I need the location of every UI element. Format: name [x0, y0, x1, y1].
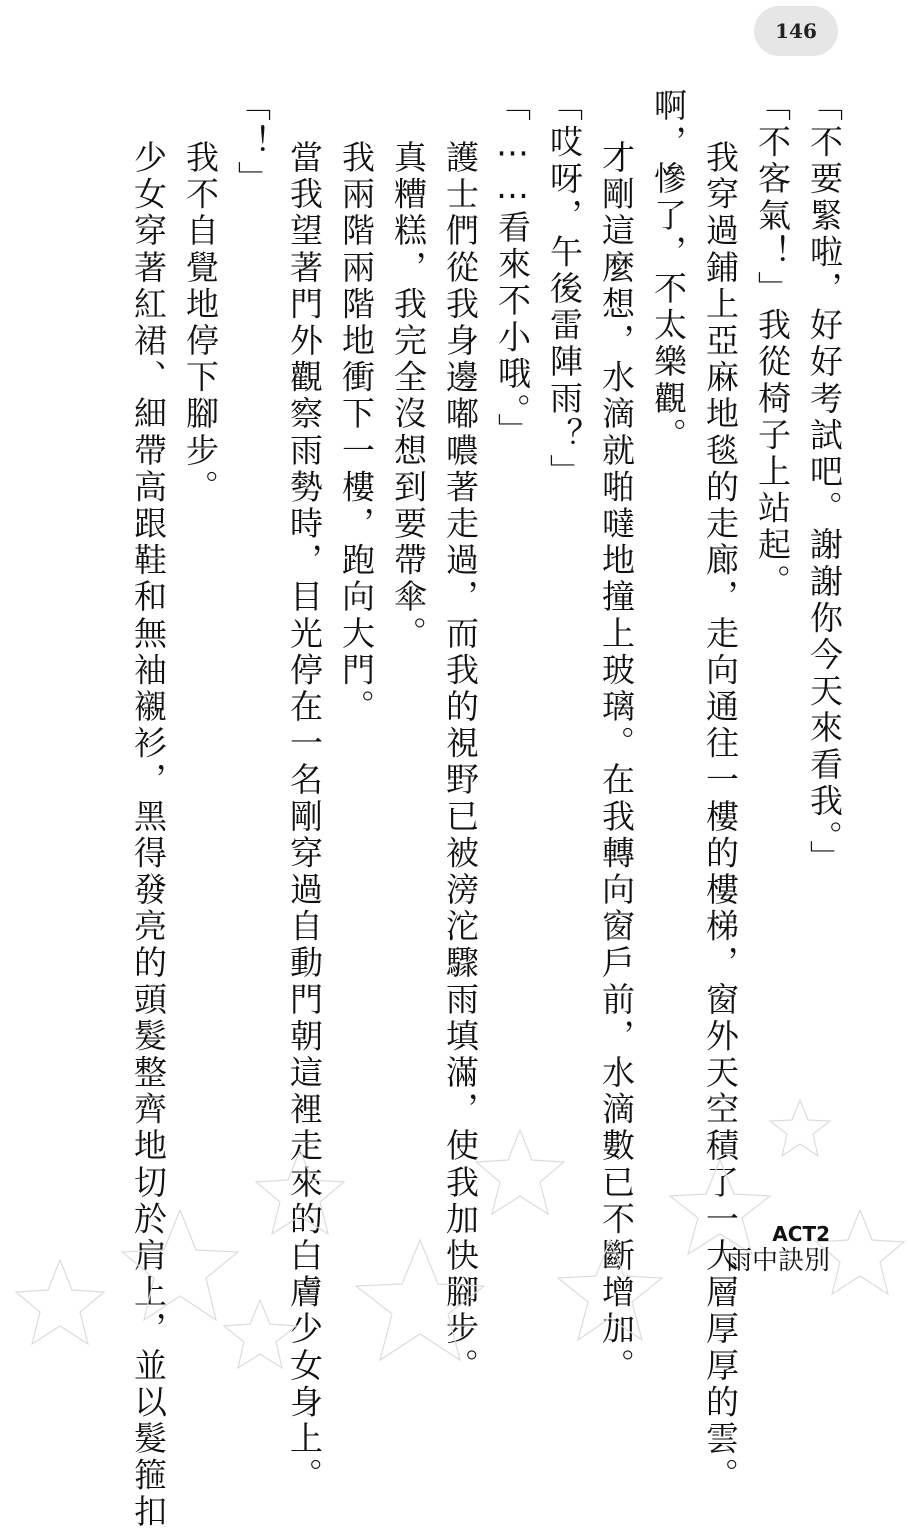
text-line: 啊，慘了，不太樂觀。	[649, 88, 688, 454]
text-line: 我不自覺地停下腳步。	[181, 140, 220, 506]
text-line: 我穿過鋪上亞麻地毯的走廊，走向通往一樓的樓梯，窗外天空積了一大層厚厚的雲。	[701, 140, 740, 1495]
text-line: 才剛這麼想，水滴就啪噠地撞上玻璃。在我轉向窗戶前，水滴數已不斷增加。	[597, 140, 636, 1385]
star-icon	[122, 1210, 238, 1320]
star-icon	[476, 1130, 564, 1214]
text-line: 少女穿著紅裙、細帶高跟鞋和無袖襯衫，黑得發亮的頭髮整齊地切於肩上，並以髮箍扣	[129, 140, 168, 1531]
text-line: 當我望著門外觀察雨勢時，目光停在一名剛穿過自動門朝這裡走來的白膚少女身上。	[285, 140, 324, 1495]
text-line: 「不要緊啦，好好考試吧。謝謝你今天來看我。」	[805, 88, 844, 877]
star-icon	[770, 1100, 830, 1156]
page-number: 146	[775, 19, 817, 43]
text-line: 真糟糕，我完全沒想到要帶傘。	[389, 140, 428, 653]
text-line: 護士們從我身邊嘟噥著走過，而我的視野已被滂沱驟雨填滿，使我加快腳步。	[441, 140, 480, 1385]
chapter-title: 雨中訣別	[725, 1246, 830, 1276]
star-icon	[356, 1240, 484, 1360]
star-icon	[16, 1260, 104, 1344]
text-line: 「！」	[233, 88, 272, 198]
chapter-label	[720, 1222, 830, 1276]
text-line: 「……看來不小哦。」	[493, 88, 532, 450]
star-icon	[224, 1300, 296, 1368]
star-icon	[558, 1240, 662, 1340]
text-line: 我兩階兩階地衝下一樓，跑向大門。	[337, 140, 376, 726]
text-line: 「哎呀，午後雷陣雨？」	[545, 88, 584, 491]
text-line: 「不客氣！」我從椅子上站起。	[753, 88, 792, 601]
chapter-act: ACT2	[772, 1222, 830, 1246]
page-number-badge	[754, 6, 838, 56]
star-icon	[256, 1150, 344, 1234]
